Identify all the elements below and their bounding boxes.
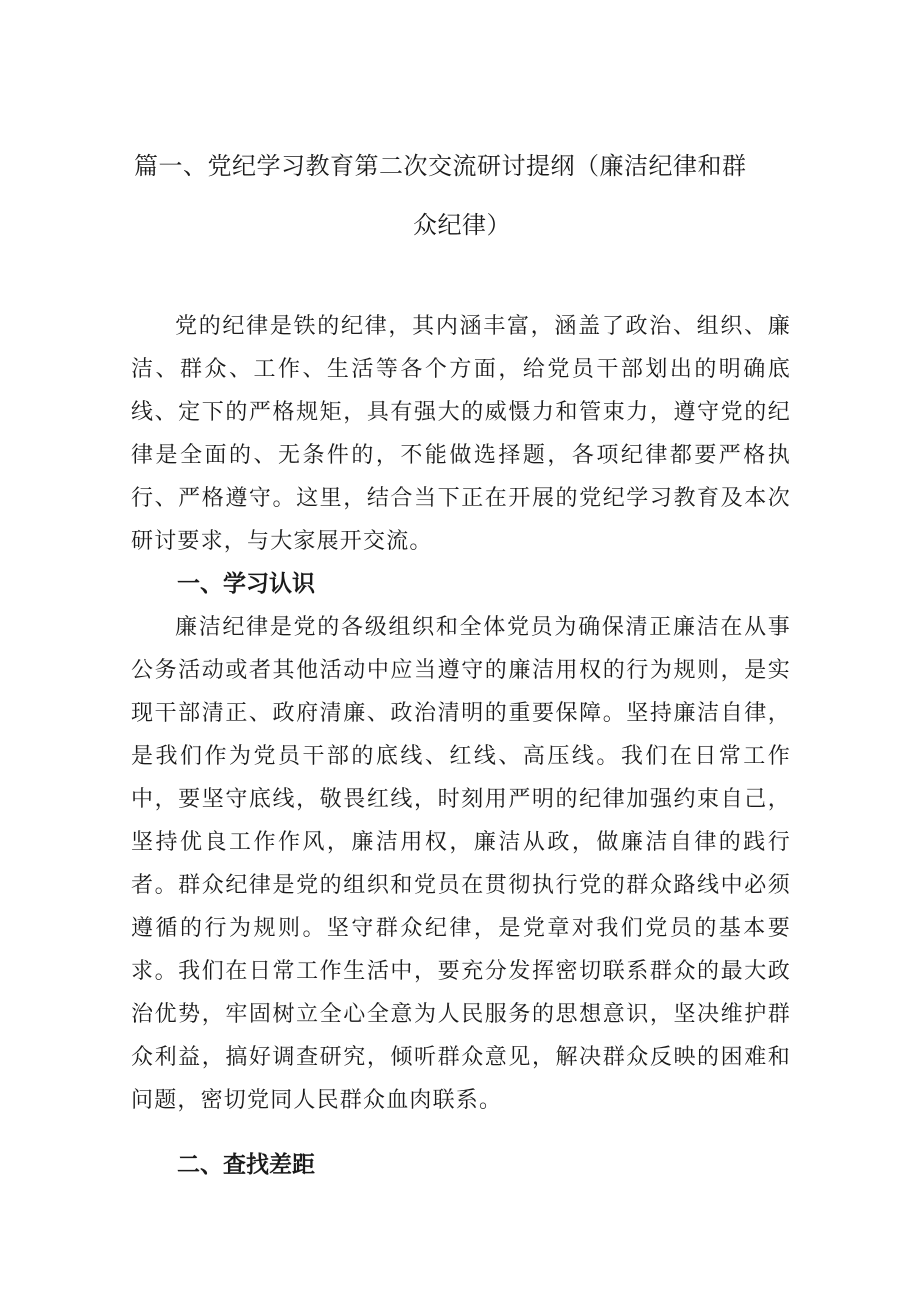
- document-title-line-2: 众纪律）: [413, 211, 511, 239]
- section-heading-learning: 一、学习认识: [177, 571, 315, 597]
- section1-paragraph: 廉洁纪律是党的各级组织和全体党员为确保清正廉洁在从事公务活动或者其他活动中应当遵守的廉洁用权的行为规则，是实现干部清正、政府清廉、政治清明的重要保障。坚持廉洁自律，是我们作为党员干部的底线、红线、高压线。我们在日常工作中，要坚守底线，敬畏红线，时刻用严明的纪律加强约束自己，坚持优良工作作风，廉洁用权，廉洁从政，做廉洁自律的践行者。群众纪律是党的组织和党员在贯彻执行党的群众路线中必须遵循的行为规则。坚守群众纪律，是党章对我们党员的基本要求。我们在日常工作生活中，要充分发挥密切联系群众的最大政治优势，牢固树立全心全意为人民服务的思想意识，坚决维护群众利益，搞好调查研究，倾听群众意见，解决群众反映的困难和问题，密切党同人民群众血肉联系。: [131, 615, 791, 1113]
- intro-paragraph: 党的纪律是铁的纪律，其内涵丰富，涵盖了政治、组织、廉洁、群众、工作、生活等各个方面，给党员干部划出的明确底线、定下的严格规矩，具有强大的威慑力和管束力，遵守党的纪律是全面的、无条件的，不能做选择题，各项纪律都要严格执行、严格遵守。这里，结合当下正在开展的党纪学习教育及本次研讨要求，与大家展开交流。: [131, 314, 791, 554]
- section-heading-gaps: 二、查找差距: [177, 1152, 315, 1178]
- document-title-line-1: 篇一、党纪学习教育第二次交流研讨提纲（廉洁纪律和群: [134, 152, 747, 180]
